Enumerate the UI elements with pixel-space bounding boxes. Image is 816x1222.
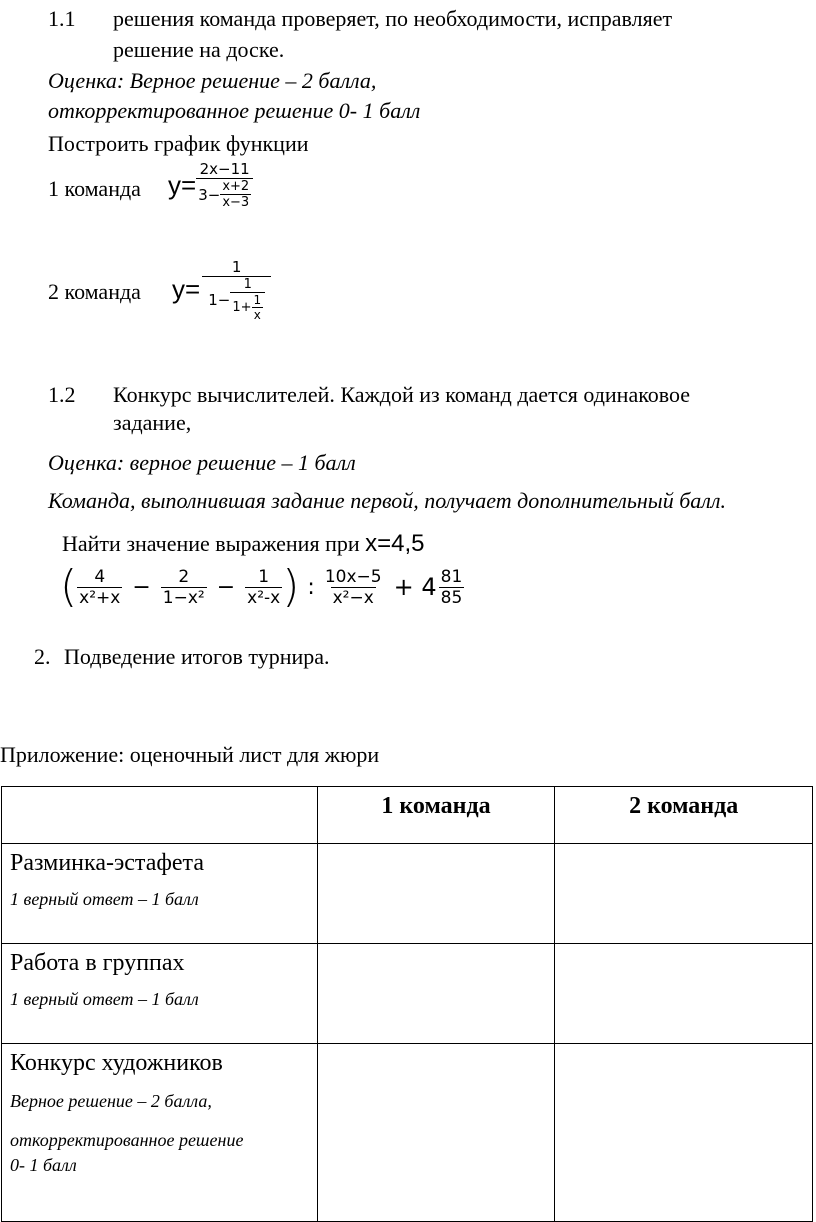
- row-note: 0- 1 балл: [10, 1155, 77, 1175]
- team-label: 1 команда: [48, 176, 141, 201]
- divide-sign: :: [307, 574, 315, 600]
- formula-team2: [172, 258, 271, 322]
- section-number: 1.2: [48, 382, 76, 407]
- fraction: [196, 160, 253, 210]
- table-row: [2, 944, 813, 1044]
- y-equals: y=: [172, 274, 201, 304]
- denominator: 85: [440, 587, 463, 608]
- paragraph-line: Конкурс вычислителей. Каждой из команд дается одинаковое: [113, 382, 691, 407]
- denominator-lead: 1+: [232, 300, 252, 315]
- numerator: 1: [258, 566, 270, 587]
- section-number: 1.1: [48, 6, 76, 31]
- score-cell[interactable]: [555, 1044, 813, 1222]
- fraction: [77, 567, 122, 608]
- numerator: 1: [231, 258, 242, 276]
- header-cell: [2, 787, 318, 844]
- row-label-cell: [2, 1044, 318, 1222]
- grading-note: Оценка: Верное решение – 2 балла,: [48, 68, 377, 93]
- minus-sign: −: [216, 574, 236, 600]
- row-note: Верное решение – 2 балла,: [10, 1091, 212, 1111]
- task-heading: [62, 530, 425, 558]
- row-note: откорректированное решение: [10, 1130, 244, 1150]
- denominator-lead: 3−: [198, 185, 221, 204]
- numerator: 4: [94, 566, 106, 587]
- scoring-table: [1, 786, 813, 1222]
- table-header-row: [2, 787, 813, 844]
- table-row: [2, 1044, 813, 1222]
- paragraph-line: Подведение итогов турнира.: [64, 644, 330, 669]
- denominator: [196, 178, 253, 210]
- row-note: 1 верный ответ – 1 балл: [10, 889, 199, 909]
- plus-whole: + 4: [393, 573, 437, 601]
- header-cell: 2 команда: [555, 787, 813, 844]
- score-cell[interactable]: [317, 1044, 555, 1222]
- y-equals: y=: [168, 169, 197, 200]
- denominator: x: [253, 308, 261, 322]
- numerator: 10x−5: [324, 566, 382, 587]
- expression: [60, 561, 464, 612]
- numerator: 81: [440, 566, 463, 587]
- score-cell[interactable]: [317, 944, 555, 1044]
- paragraph-line: задание,: [113, 410, 192, 435]
- denominator: x−3: [222, 195, 250, 210]
- x-value: x=4,5: [365, 530, 425, 557]
- left-paren: (: [60, 561, 78, 612]
- denominator: x²-x: [247, 587, 281, 608]
- row-title: Разминка-эстафета: [10, 850, 204, 876]
- appendix-title: Приложение: оценочный лист для жюри: [0, 742, 380, 767]
- numerator: 1: [253, 293, 262, 307]
- score-cell[interactable]: [317, 844, 555, 944]
- fraction: [245, 567, 282, 608]
- task-heading: Построить график функции: [48, 131, 309, 156]
- denominator: 1−x²: [162, 587, 205, 608]
- row-label-cell: [2, 844, 318, 944]
- fraction: [439, 567, 465, 608]
- task-text: Найти значение выражения при: [62, 531, 360, 556]
- right-paren: ): [282, 561, 300, 612]
- header-cell: 1 команда: [317, 787, 555, 844]
- denominator-lead: 1−: [208, 290, 231, 309]
- denominator: [230, 292, 265, 322]
- nested-fraction: [220, 179, 251, 210]
- fraction: [323, 567, 384, 608]
- denominator: x²+x: [79, 587, 121, 608]
- minus-sign: −: [132, 574, 151, 600]
- nested-fraction: [251, 293, 263, 322]
- denominator: [202, 276, 271, 322]
- row-title: Конкурс художников: [10, 1050, 223, 1076]
- row-note: 1 верный ответ – 1 балл: [10, 989, 199, 1009]
- score-cell[interactable]: [555, 844, 813, 944]
- grading-note: Оценка: верное решение – 1 балл: [48, 450, 356, 475]
- numerator: 2: [178, 566, 190, 587]
- team-label: 2 команда: [48, 279, 141, 304]
- numerator: 2x−11: [199, 160, 250, 178]
- score-cell[interactable]: [555, 944, 813, 1044]
- numerator: x+2: [222, 179, 250, 194]
- denominator: x²−x: [332, 587, 374, 608]
- table-row: [2, 844, 813, 944]
- row-title: Работа в группах: [10, 950, 185, 976]
- paragraph-line: решение на доске.: [113, 37, 285, 62]
- section-number: 2.: [34, 644, 51, 669]
- nested-fraction: [230, 277, 265, 322]
- row-label-cell: [2, 944, 318, 1044]
- grading-note: откорректированное решение 0- 1 балл: [48, 98, 421, 123]
- numerator: 1: [243, 277, 252, 292]
- paragraph-line: решения команда проверяет, по необходимости, исправляет: [113, 6, 673, 31]
- fraction: [161, 567, 207, 608]
- formula-team1: [168, 160, 253, 210]
- fraction: [202, 258, 271, 322]
- bonus-note: Команда, выполнившая задание первой, получает дополнительный балл.: [48, 488, 726, 513]
